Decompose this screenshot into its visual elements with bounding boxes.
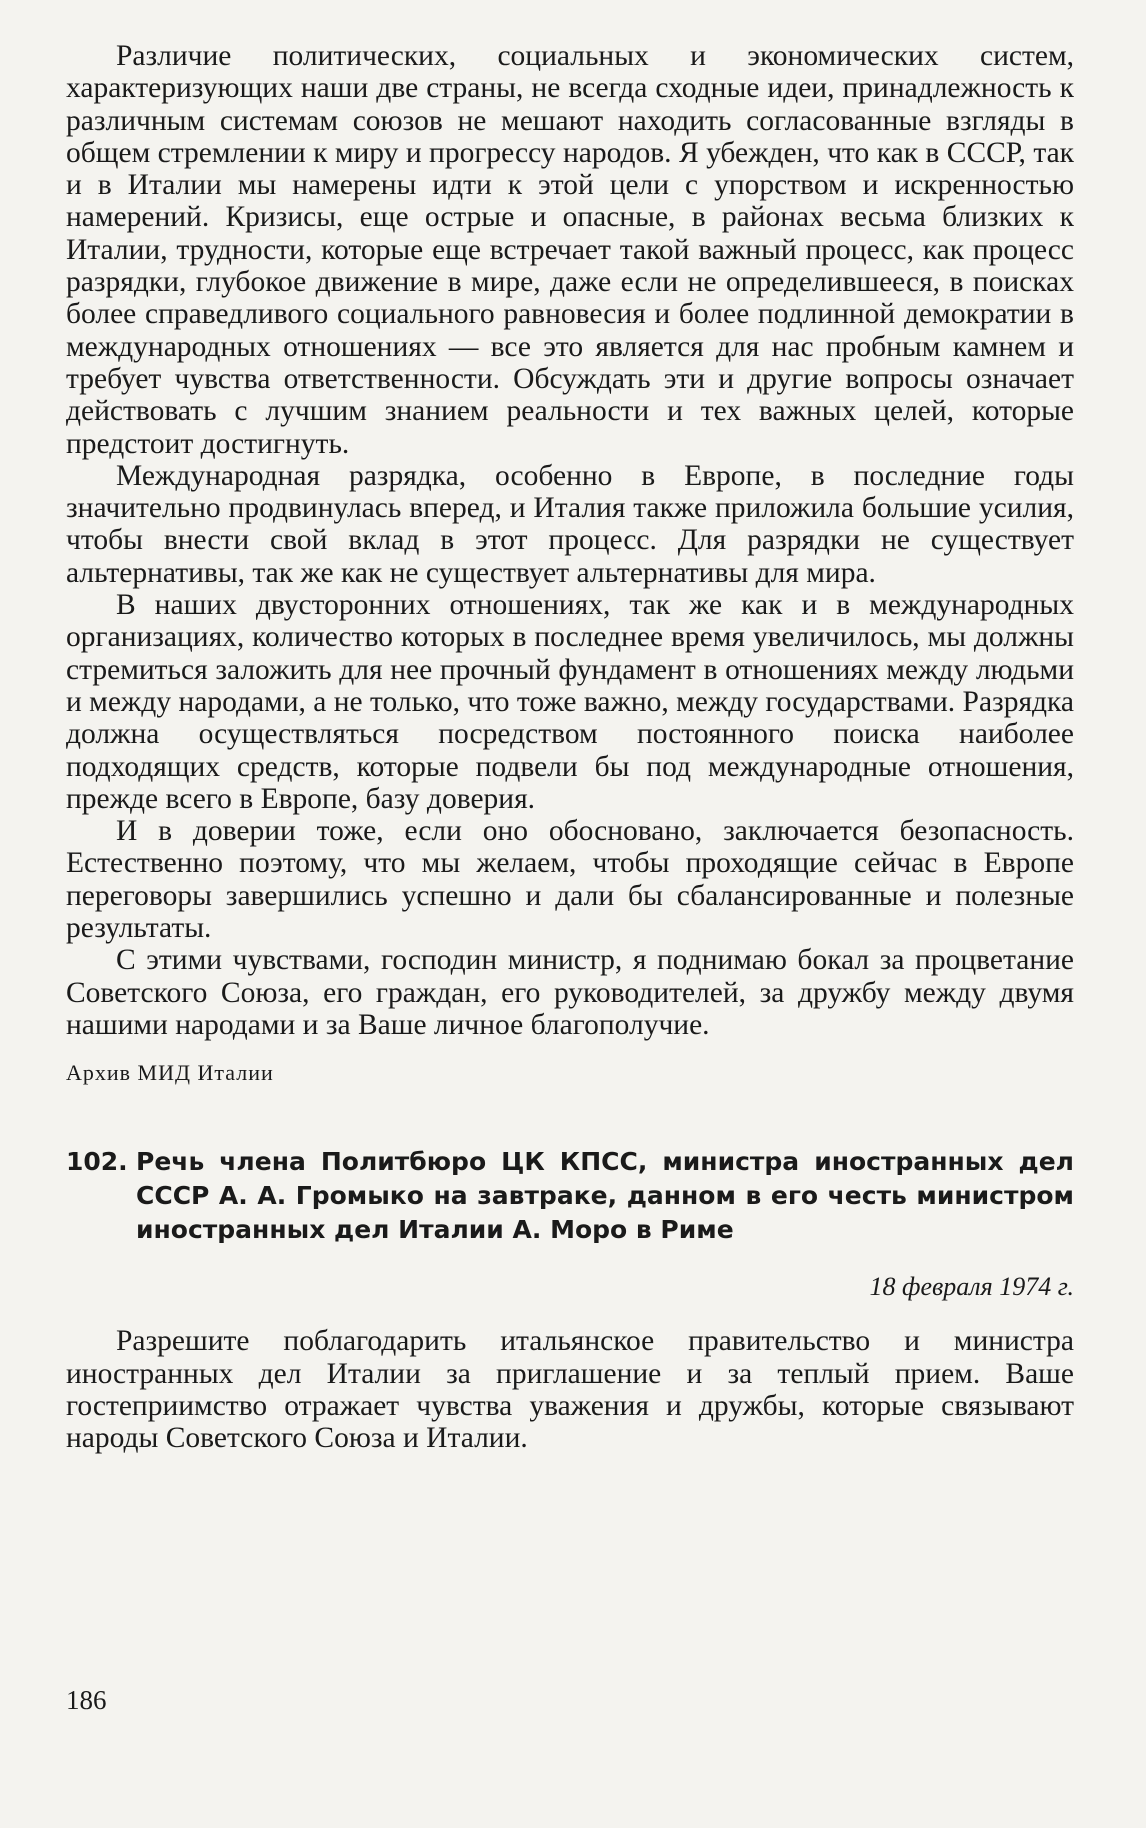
document-date: 18 февраля 1974 г.: [869, 1272, 1074, 1302]
document-title: Речь члена Политбюро ЦК КПСС, министра иностранных дел СССР А. А. Громыко на завтраке, данном в его честь министром иностранных дел Италии А. Моро в Риме: [136, 1147, 1074, 1245]
paragraph-systems: Различие политических, социальных и экономических систем, характеризующих наши две страны, не всегда сходные идеи, принадлежность к различным системам союзов не мешают находить согласованные взгляды в общем стремлении к миру и прогрессу народов. Я убежден, что как в СССР, так и в Италии мы намерены идти к этой цели с упорством и искренностью намерений. Кризисы, еще острые и опасные, в районах весьма близких к Италии, трудности, которые еще встречает такой важный процесс, как процесс разрядки, глубокое движение в мире, даже если не определившееся, в поисках более справедливого социального равновесия и более подлинной демократии в международных отношениях — все это является для нас пробным камнем и требует чувства ответственности. Обсуждать эти и другие вопросы означает действовать с лучшим знанием реальности и тех важных целей, которые предстоит достигнуть.: [66, 40, 1074, 460]
paragraph-trust: И в доверии тоже, если оно обосновано, заключается безопасность. Естественно поэтому, что мы желаем, чтобы проходящие сейчас в Европе переговоры завершились успешно и дали бы сбалансированные и полезные результаты.: [66, 815, 1074, 945]
paragraph-speech-opening: Разрешите поблагодарить итальянское правительство и министра иностранных дел Италии за приглашение и за теплый прием. Ваше гостеприимство отражает чувства уважения и дружбы, которые связывают народы Советского Союза и Италии.: [66, 1325, 1074, 1455]
paragraph-toast: С этими чувствами, господин министр, я поднимаю бокал за процветание Советского Союза, его граждан, его руководителей, за дружбу между двумя нашими народами и за Ваше личное благополучие.: [66, 944, 1074, 1041]
paragraph-detente: Международная разрядка, особенно в Европе, в последние годы значительно продвинулась вперед, и Италия также приложила большие усилия, чтобы внести свой вклад в этот процесс. Для разрядки не существует альтернативы, так же как не существует альтернативы для мира.: [66, 459, 1074, 589]
page-number: 186: [66, 1685, 107, 1715]
document-heading: [66, 1145, 1074, 1247]
page-body: [66, 40, 1074, 1454]
paragraph-bilateral: В наших двусторонних отношениях, так же как и в международных организациях, количество которых в последнее время увеличилось, мы должны стремиться заложить для нее прочный фундамент в отношениях между людьми и между народами, а не только, что тоже важно, между государствами. Разрядка должна осуществляться посредством постоянного поиска наиболее подходящих средств, которые подвели бы под международные отношения, прежде всего в Европе, базу доверия.: [66, 589, 1074, 815]
archive-source: Архив МИД Италии: [66, 1060, 274, 1086]
document-number: 102.: [66, 1147, 128, 1177]
